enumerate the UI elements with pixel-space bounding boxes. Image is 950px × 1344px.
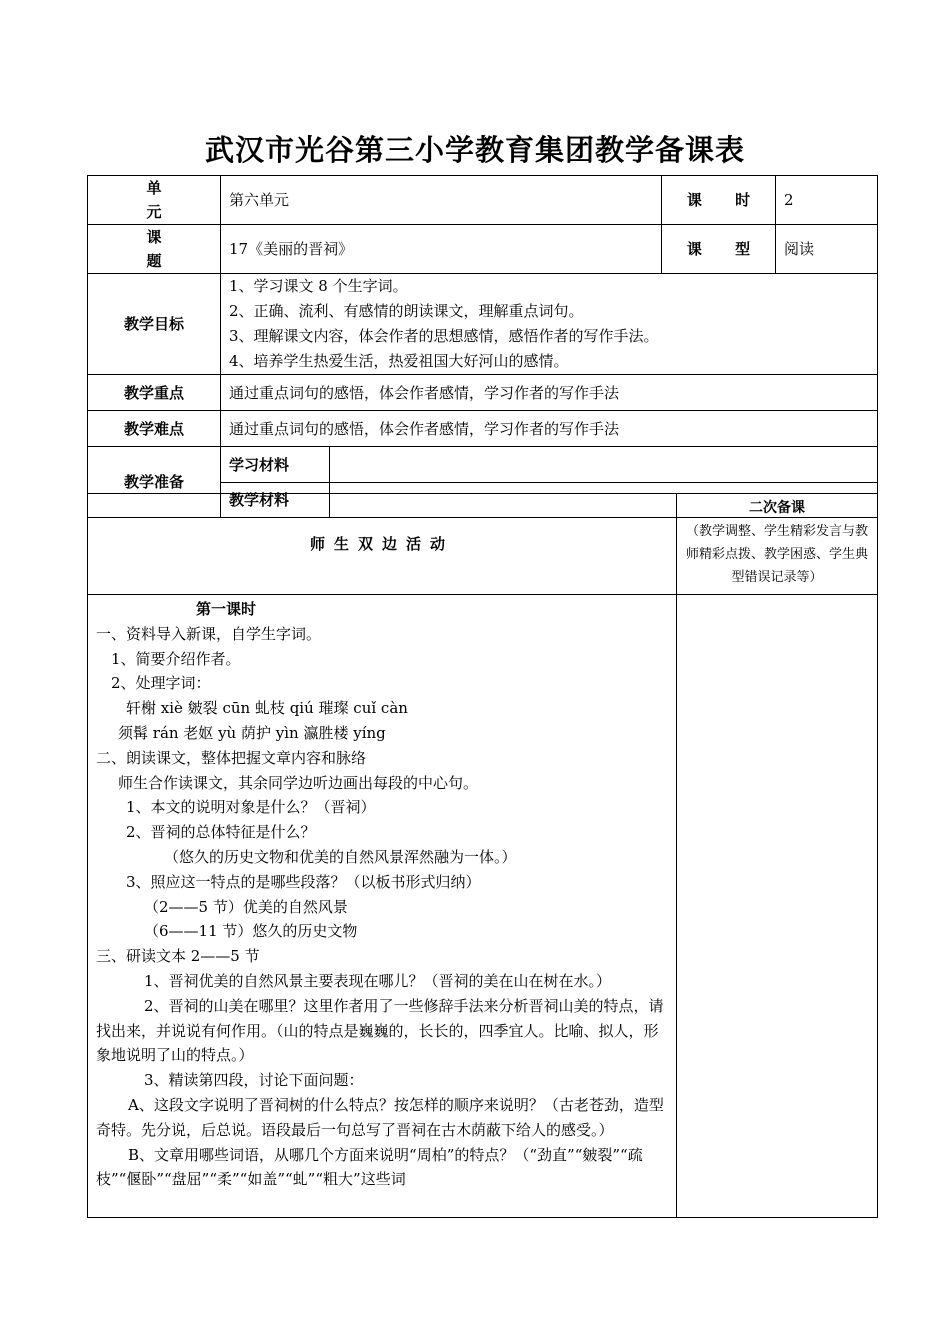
lesson-line: 二、朗读课文，整体把握文章内容和脉络 xyxy=(96,748,367,767)
revision-notes-area xyxy=(677,595,878,1218)
goal-item: 1、学习课文 8 个生字词。 xyxy=(229,277,408,295)
goal-item: 2、正确、流利、有感情的朗读课文，理解重点词句。 xyxy=(229,302,584,320)
lesson-line: 1、简要介绍作者。 xyxy=(111,649,241,668)
lesson-period-title: 第一课时 xyxy=(196,600,257,618)
goals-label: 教学目标 xyxy=(88,274,221,375)
lesson-line: 师生合作读课文，其余同学边听边画出每段的中心句。 xyxy=(118,773,479,792)
lesson-line: 2、晋祠的总体特征是什么？ xyxy=(126,823,316,842)
teaching-material-label: 教学材料 xyxy=(221,483,330,518)
activity-table xyxy=(87,493,878,1218)
study-material-value xyxy=(330,447,878,483)
key-point-label: 教学重点 xyxy=(88,375,221,411)
lesson-line: （2——5 节）优美的自然风景 xyxy=(144,897,348,916)
type-label: 课 型 xyxy=(662,225,776,274)
unit-label: 单 元 xyxy=(88,176,221,225)
lesson-line: 1、本文的说明对象是什么？（晋祠） xyxy=(126,798,376,817)
prep-label: 教学准备 xyxy=(88,447,221,518)
lesson-line: 2、处理字词： xyxy=(111,674,211,693)
hours-value: 2 xyxy=(776,176,878,225)
lesson-line: 轩榭 xiè 皴裂 cūn 虬枝 qiú 璀璨 cuǐ càn xyxy=(126,699,408,718)
lesson-line: （悠久的历史文物和优美的自然风景浑然融为一体。） xyxy=(164,847,517,866)
goal-item: 4、培养学生热爱生活，热爱祖国大好河山的感情。 xyxy=(229,352,569,370)
study-material-label: 学习材料 xyxy=(221,447,330,483)
revision-note: （教学调整、学生精彩发言与教师精彩点拨、教学困惑、学生典型错误记录等） xyxy=(685,524,868,585)
revision-cell xyxy=(677,494,878,595)
lesson-line: B、文章用哪些词语，从哪几个方面来说明“周柏”的特点？（“劲直”“皴裂”“疏枝”“偃卧”“盘屈”“柔”“如盖”“虬”“粗大”这些词 xyxy=(96,1145,643,1189)
key-point-value: 通过重点词句的感悟，体会作者感情，学习作者的写作手法 xyxy=(221,375,878,411)
lesson-line: 3、照应这一特点的是哪些段落？（以板书形式归纳） xyxy=(126,872,481,891)
activity-heading: 师生双边活动 xyxy=(88,494,677,595)
lesson-plan-table xyxy=(87,175,878,518)
revision-title: 二次备课 xyxy=(749,500,805,516)
unit-value: 第六单元 xyxy=(221,176,662,225)
lesson-line: 一、资料导入新课，自学生字词。 xyxy=(96,624,322,643)
hours-label: 课 时 xyxy=(662,176,776,225)
page-title: 武汉市光谷第三小学教育集团教学备课表 xyxy=(204,133,745,167)
lesson-line: 须髯 rán 老妪 yù 荫护 yìn 瀛胜楼 yíng xyxy=(118,723,386,742)
lesson-content xyxy=(88,595,677,1218)
topic-value: 17《美丽的晋祠》 xyxy=(221,225,662,274)
lesson-line: （6——11 节）悠久的历史文物 xyxy=(144,922,358,941)
lesson-line: 2、晋祠的山美在哪里？这里作者用了一些修辞手法来分析晋祠山美的特点，请找出来，并说说有何作用。（山的特点是巍巍的，长长的，四季宜人。比喻、拟人，形象地说明了山的特点。） xyxy=(96,996,664,1065)
lesson-line: A、这段文字说明了晋祠树的什么特点？按怎样的顺序来说明？（古老苍劲，造型奇特。先分说，后总说。语段最后一句总写了晋祠在古木荫蔽下给人的感受。） xyxy=(96,1095,664,1139)
type-value: 阅读 xyxy=(776,225,878,274)
difficult-point-label: 教学难点 xyxy=(88,411,221,447)
difficult-point-value: 通过重点词句的感悟，体会作者感情，学习作者的写作手法 xyxy=(221,411,878,447)
goals-list xyxy=(221,274,878,375)
topic-label: 课 题 xyxy=(88,225,221,274)
lesson-line: 三、研读文本 2——5 节 xyxy=(96,947,260,966)
lesson-line: 1、晋祠优美的自然风景主要表现在哪儿？（晋祠的美在山在树在水。） xyxy=(144,971,612,990)
goal-item: 3、理解课文内容，体会作者的思想感情，感悟作者的写作手法。 xyxy=(229,327,659,345)
lesson-line: 3、精读第四段，讨论下面问题： xyxy=(144,1071,364,1090)
